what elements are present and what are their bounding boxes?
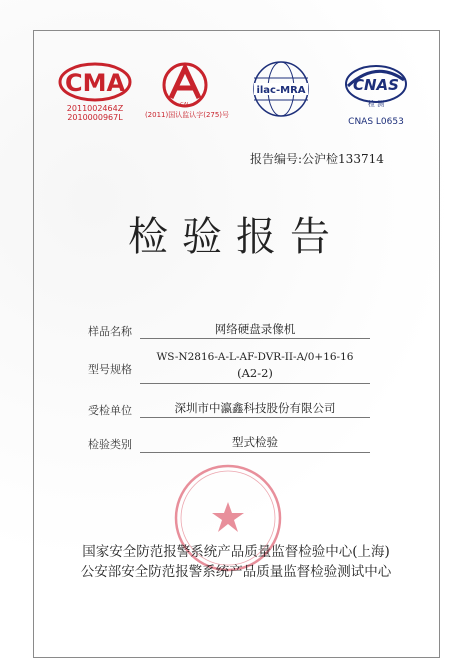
cnas-logo-text: CNAS bbox=[353, 76, 399, 94]
field-label-model: 型号规格 bbox=[88, 363, 132, 376]
field-label-sample-name: 样品名称 bbox=[88, 325, 132, 338]
page-title: 检验报告 bbox=[128, 214, 344, 260]
issuer-line-2: 公安部安全防范报警系统产品质量监督检验测试中心 bbox=[80, 564, 392, 580]
field-label-client: 受检单位 bbox=[88, 404, 132, 417]
field-value-model: WS-N2816-A-L-AF-DVR-II-A/0+16-16 bbox=[156, 351, 354, 363]
cal-caption: (2011)国认监认字(275)号 bbox=[144, 111, 230, 119]
report-number: 报告编号:公沪检133714 bbox=[250, 152, 384, 166]
cma-logo-text: CMA bbox=[64, 69, 126, 97]
ilac-logo-text: ilac-MRA bbox=[256, 85, 306, 96]
field-label-test-type: 检验类别 bbox=[88, 438, 132, 451]
cnas-number: CNAS L0653 bbox=[348, 117, 404, 127]
field-value-test-type: 型式检验 bbox=[232, 435, 278, 449]
cma-number-2: 2010000967L bbox=[67, 113, 123, 122]
cnas-logo-sub: 检 测 bbox=[367, 100, 385, 108]
cma-logo bbox=[58, 62, 132, 102]
issuer-line-1: 国家安全防范报警系统产品质量监督检验中心(上海) bbox=[82, 544, 390, 560]
cnas-logo bbox=[343, 64, 409, 108]
ilac-mra-logo bbox=[248, 60, 314, 118]
field-value-client: 深圳市中瀛鑫科技股份有限公司 bbox=[174, 401, 336, 415]
field-value-sample-name: 网络硬盘录像机 bbox=[214, 322, 296, 336]
cma-number-1: 2011002464Z bbox=[66, 104, 124, 113]
field-underline bbox=[140, 338, 370, 339]
field-underline bbox=[140, 417, 370, 418]
cal-logo-text: CAL bbox=[180, 102, 190, 108]
cal-logo bbox=[157, 62, 213, 108]
field-underline bbox=[140, 452, 370, 453]
field-underline bbox=[140, 383, 370, 384]
field-value-model-line2: (A2-2) bbox=[237, 366, 273, 380]
